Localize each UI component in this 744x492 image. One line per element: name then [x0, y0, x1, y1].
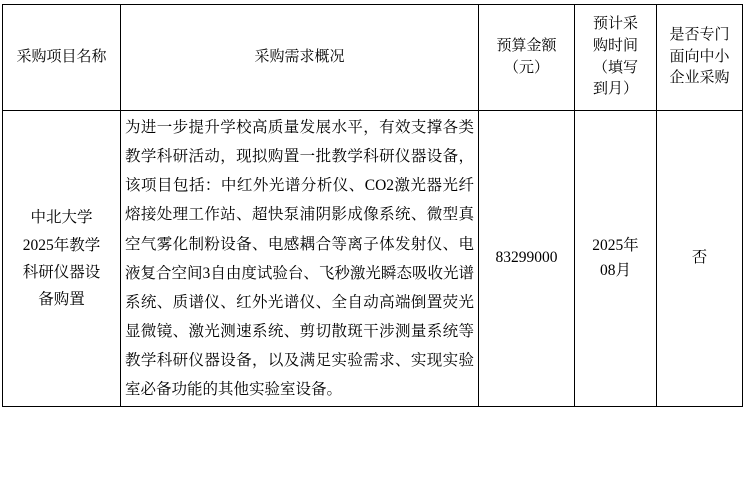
header-expected-time-line-2: （填写 — [592, 59, 638, 76]
cell-project-name — [3, 111, 121, 407]
cell-project-name-line-1: 2025年教学 — [22, 236, 101, 254]
header-expected-time-line-1: 购时间 — [592, 37, 638, 54]
header-budget-amount-line-0: 预算金额 — [496, 37, 557, 54]
header-budget-amount-line-1: （元） — [503, 59, 549, 76]
table-header — [3, 5, 743, 111]
procurement-table — [2, 4, 743, 407]
table-body — [3, 111, 743, 407]
cell-project-name-line-2: 科研仪器设 — [22, 263, 101, 281]
table-row — [3, 111, 743, 407]
cell-project-name-line-0: 中北大学 — [30, 209, 93, 227]
cell-budget-amount: 83299000 — [479, 111, 575, 407]
cell-expected-time-line-1: 08月 — [599, 261, 631, 279]
header-requirement-summary-line-0: 采购需求概况 — [254, 48, 345, 65]
header-sme-oriented-line-1: 面向中小 — [669, 48, 730, 65]
header-expected-time-line-3: 到月） — [592, 81, 638, 98]
cell-sme-oriented: 否 — [657, 111, 743, 407]
table-header-row — [3, 5, 743, 111]
header-sme-oriented-line-0: 是否专门 — [669, 26, 730, 43]
header-expected-time-line-0: 预计采 — [592, 16, 638, 32]
header-sme-oriented-line-2: 企业采购 — [669, 70, 730, 87]
header-expected-time — [575, 5, 657, 111]
header-budget-amount — [479, 5, 575, 111]
cell-project-name-line-3: 备购置 — [38, 290, 85, 308]
header-sme-oriented — [657, 5, 743, 111]
cell-expected-time-line-0: 2025年 — [592, 236, 639, 254]
header-project-name — [3, 5, 121, 111]
cell-requirement-summary: 为进一步提升学校高质量发展水平，有效支撑各类教学科研活动，现拟购置一批教学科研仪器设备，该项目包括：中红外光谱分析仪、CO2激光器光纤熔接处理工作站、超快泵浦阴影成像系统、微型真空气雾化制粉设备、电感耦合等离子体发射仪、电液复合空间3自由度试验台、飞秒激光瞬态吸收光谱系统、质谱仪、红外光谱仪、全自动高端倒置荧光显微镜、激光测速系统、剪切散斑干涉测量系统等教学科研仪器设备，以及满足实验需求、实现实验室必备功能的其他实验室设备。 — [121, 111, 479, 407]
cell-expected-time — [575, 111, 657, 407]
header-requirement-summary — [121, 5, 479, 111]
header-project-name-line-0: 采购项目名称 — [16, 48, 107, 65]
